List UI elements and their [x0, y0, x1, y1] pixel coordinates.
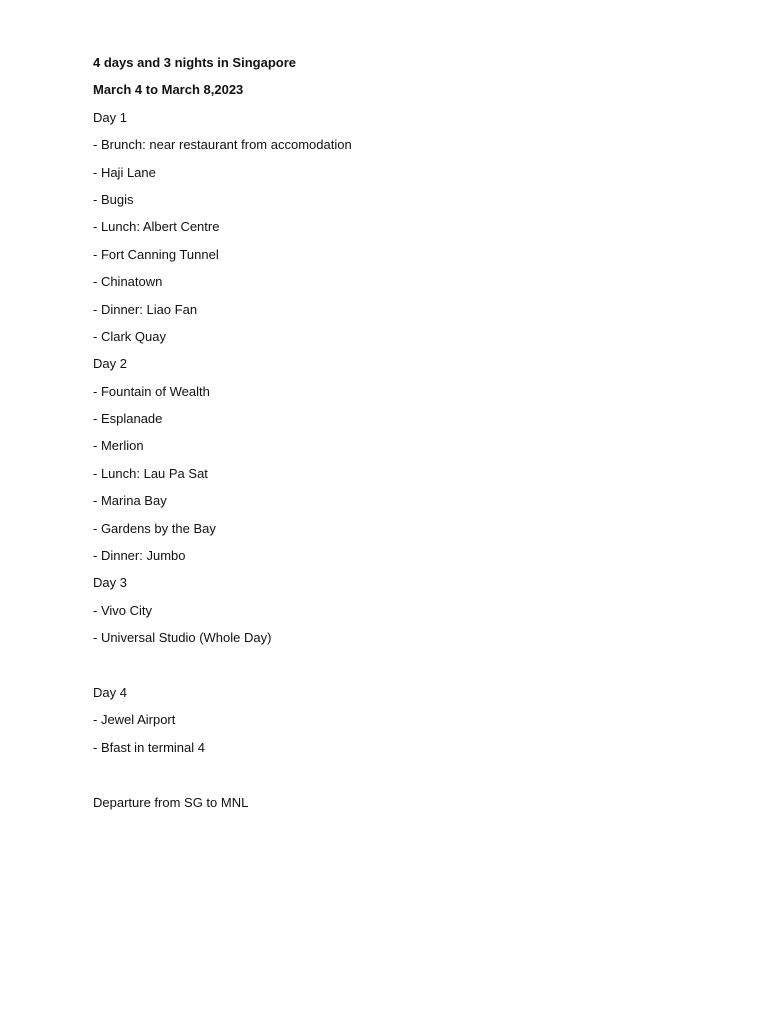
list-item: - Dinner: Liao Fan [93, 301, 198, 317]
departure-note: Departure from SG to MNL [93, 794, 249, 810]
blank-line [93, 657, 693, 674]
list-item: - Gardens by the Bay [93, 520, 216, 536]
list-item: - Haji Lane [93, 164, 156, 180]
list-item: - Lunch: Lau Pa Sat [93, 465, 208, 481]
list-item: - Clark Quay [93, 328, 166, 344]
blank-line [93, 766, 693, 783]
list-item: - Vivo City [93, 602, 152, 618]
list-item: - Jewel Airport [93, 712, 176, 728]
trip-dates: March 4 to March 8,2023 [93, 82, 244, 98]
document-title: 4 days and 3 nights in Singapore [93, 55, 296, 70]
list-item: - Merlion [93, 438, 144, 454]
list-item: - Marina Bay [93, 493, 167, 509]
list-item: - Brunch: near restaurant from accomodation [93, 137, 352, 153]
day-heading: Day 1 [93, 109, 127, 125]
list-item: - Bfast in terminal 4 [93, 739, 205, 755]
day-heading: Day 4 [93, 684, 127, 700]
list-item: - Bugis [93, 191, 134, 207]
day-heading: Day 3 [93, 575, 127, 591]
document-body [93, 54, 693, 821]
list-item: - Universal Studio (Whole Day) [93, 630, 272, 646]
list-item: - Dinner: Jumbo [93, 548, 186, 564]
list-item: - Chinatown [93, 274, 163, 290]
list-item: - Lunch: Albert Centre [93, 219, 220, 235]
list-item: - Fountain of Wealth [93, 383, 210, 399]
day-heading: Day 2 [93, 356, 127, 372]
list-item: - Esplanade [93, 411, 163, 427]
list-item: - Fort Canning Tunnel [93, 246, 219, 262]
